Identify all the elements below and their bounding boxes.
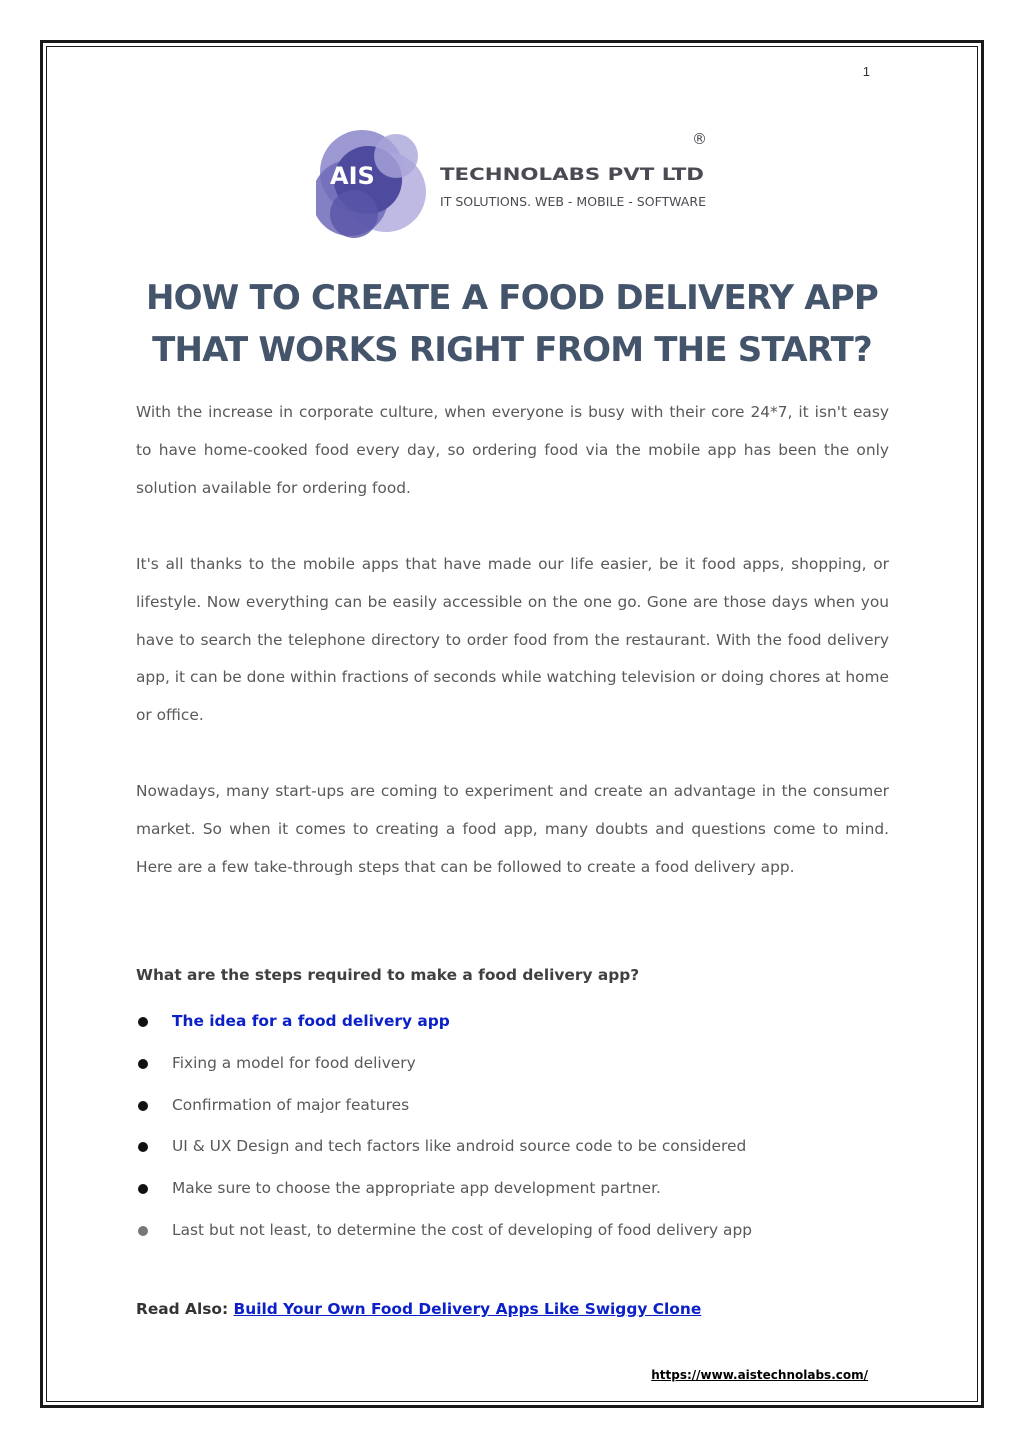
bullet-dot-icon: [138, 1184, 148, 1194]
page-number: 1: [862, 64, 870, 79]
company-logo: [316, 126, 712, 244]
list-item: [136, 1210, 752, 1252]
read-also-link[interactable]: Build Your Own Food Delivery Apps Like Swiggy Clone: [233, 1300, 702, 1318]
bullet-dot-icon: [138, 1059, 148, 1069]
step-text: UI & UX Design and tech factors like android source code to be considered: [172, 1137, 747, 1156]
step-text: Fixing a model for food delivery: [172, 1053, 416, 1072]
list-item[interactable]: [136, 1001, 752, 1043]
registered-mark: ®: [692, 130, 707, 148]
step-text: Confirmation of major features: [172, 1095, 410, 1114]
step-text: Last but not least, to determine the cost of developing of food delivery app: [172, 1220, 753, 1239]
logo-company-name: TECHNOLABS PVT LTD: [440, 165, 704, 185]
read-also: [136, 1300, 701, 1318]
title-line-2: THAT WORKS RIGHT FROM THE START?: [152, 330, 872, 370]
title-line-1: HOW TO CREATE A FOOD DELIVERY APP: [146, 278, 878, 318]
intro-paragraph: With the increase in corporate culture, when everyone is busy with their core 24*7, it isn't easy to have home-cooked food every day, so ordering food via the mobile app has been the only solution available for ordering food.: [136, 403, 889, 497]
step-text[interactable]: The idea for a food delivery app: [172, 1012, 450, 1030]
list-item: [136, 1043, 752, 1085]
steps-list: [136, 1001, 752, 1252]
footer-url-link[interactable]: https://www.aistechnolabs.com/: [651, 1368, 868, 1382]
startups-paragraph: Nowadays, many start-ups are coming to experiment and create an advantage in the consumer market. So when it comes to creating a food app, many doubts and questions come to mind. Here are a few take-through steps that can be followed to create a food delivery app.: [136, 782, 889, 876]
read-also-label: Read Also:: [136, 1300, 229, 1318]
steps-heading: What are the steps required to make a food delivery app?: [136, 966, 640, 984]
bullet-dot-icon: [138, 1017, 148, 1027]
list-item: [136, 1085, 752, 1127]
logo-tagline: IT SOLUTIONS. WEB - MOBILE - SOFTWARE: [440, 194, 706, 209]
page-title: [100, 272, 924, 376]
bullet-dot-icon: [138, 1226, 148, 1236]
mobile-apps-paragraph: It's all thanks to the mobile apps that have made our life easier, be it food apps, shopping, or lifestyle. Now everything can be easily accessible on the one go. Gone are those days when you have to search the telephone directory to order food from the restaurant. With the food delivery app, it can be done within fractions of seconds while watching television or doing chores at home or office.: [136, 555, 889, 725]
bullet-dot-icon: [138, 1142, 148, 1152]
list-item: [136, 1168, 752, 1210]
bullet-dot-icon: [138, 1101, 148, 1111]
step-text: Make sure to choose the appropriate app development partner.: [172, 1179, 661, 1198]
logo-badge-text: AIS: [330, 162, 375, 190]
list-item: [136, 1126, 752, 1168]
